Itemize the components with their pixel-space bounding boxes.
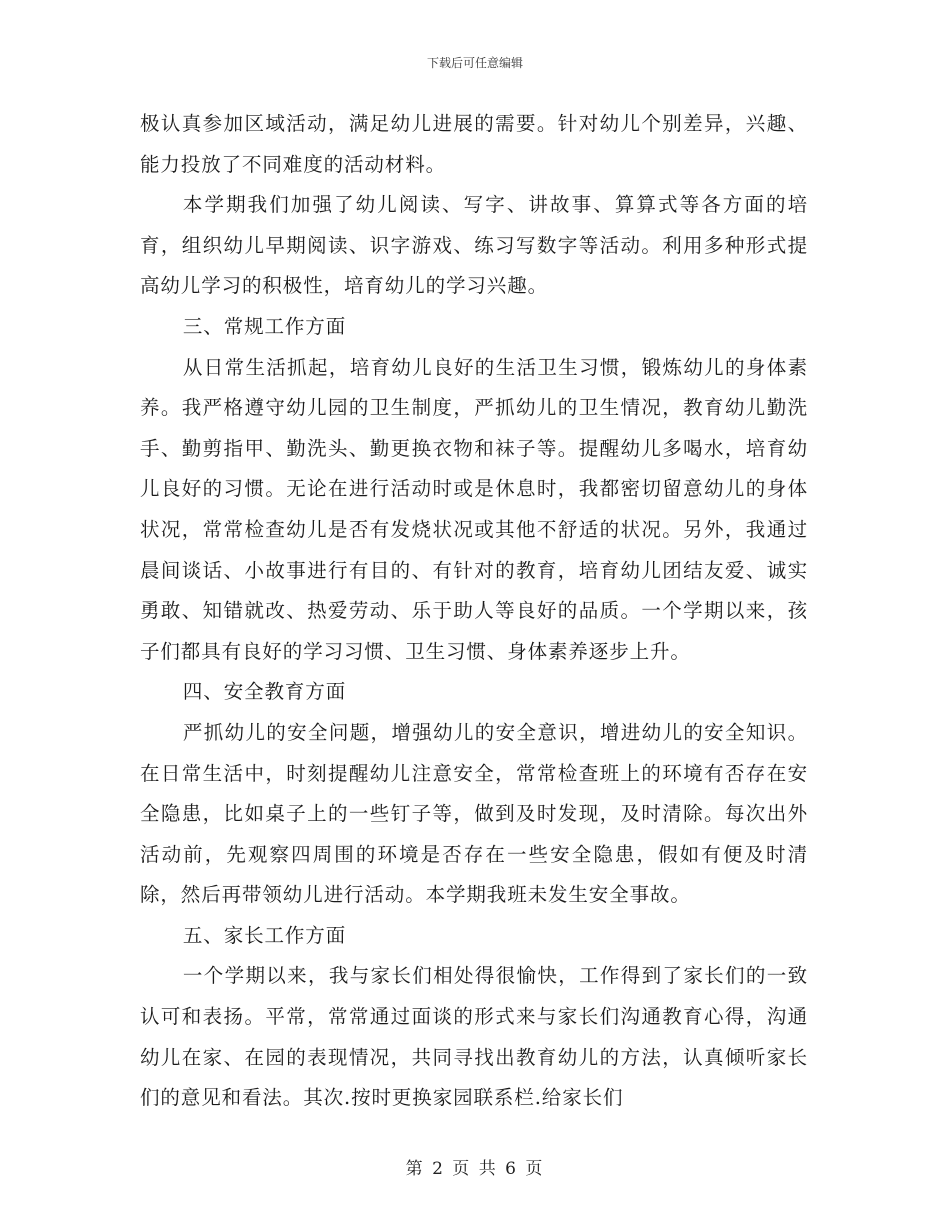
page-header: 下载后可任意编辑 [426,56,523,70]
paragraph-safety-education: 严抓幼儿的安全问题，增强幼儿的安全意识，增进幼儿的安全知识。在日常生活中，时刻提醒幼儿注意安全，常常检查班上的环境有否存在安全隐患，比如桌子上的一些钉子等，做到及时发现，及时清除。每次出外活动前，先观察四周围的环境是否存在一些安全隐患，假如有便及时清除，然后再带领幼儿进行活动。本学期我班未发生安全事故。 [140,720,808,907]
section-heading-safety-education: 四、安全教育方面 [182,680,347,704]
paragraph-parent-work: 一个学期以来，我与家长们相处得很愉快，工作得到了家长们的一致认可和表扬。平常，常常通过面谈的形式来与家长们沟通教育心得，沟通幼儿在家、在园的表现情况，共同寻找出教育幼儿的方法，认真倾听家长们的意见和看法。其次.按时更换家园联系栏.给家长们 [140,964,808,1110]
paragraph-2: 本学期我们加强了幼儿阅读、写字、讲故事、算算式等各方面的培育，组织幼儿早期阅读、识字游戏、练习写数字等活动。利用多种形式提高幼儿学习的积极性，培育幼儿的学习兴趣。 [140,193,808,298]
paragraph-routine-work: 从日常生活抓起，培育幼儿良好的生活卫生习惯，锻炼幼儿的身体素养。我严格遵守幼儿园的卫生制度，严抓幼儿的卫生情况，教育幼儿勤洗手、勤剪指甲、勤洗头、勤更换衣物和袜子等。提醒幼儿多喝水，培育幼儿良好的习惯。无论在进行活动时或是休息时，我都密切留意幼儿的身体状况，常常检查幼儿是否有发烧状况或其他不舒适的状况。另外，我通过晨间谈话、小故事进行有目的、有针对的教育，培育幼儿团结友爱、诚实勇敢、知错就改、热爱劳动、乐于助人等良好的品质。一个学期以来，孩子们都具有良好的学习习惯、卫生习惯、身体素养逐步上升。 [140,355,808,663]
section-heading-routine-work: 三、常规工作方面 [182,314,347,338]
paragraph-1: 极认真参加区域活动，满足幼儿进展的需要。针对幼儿个别差异，兴趣、能力投放了不同难度的活动材料。 [140,112,808,176]
section-heading-parent-work: 五、家长工作方面 [182,923,347,947]
document-body [140,104,808,1119]
page-footer: 第 2 页 共 6 页 [405,1159,545,1179]
